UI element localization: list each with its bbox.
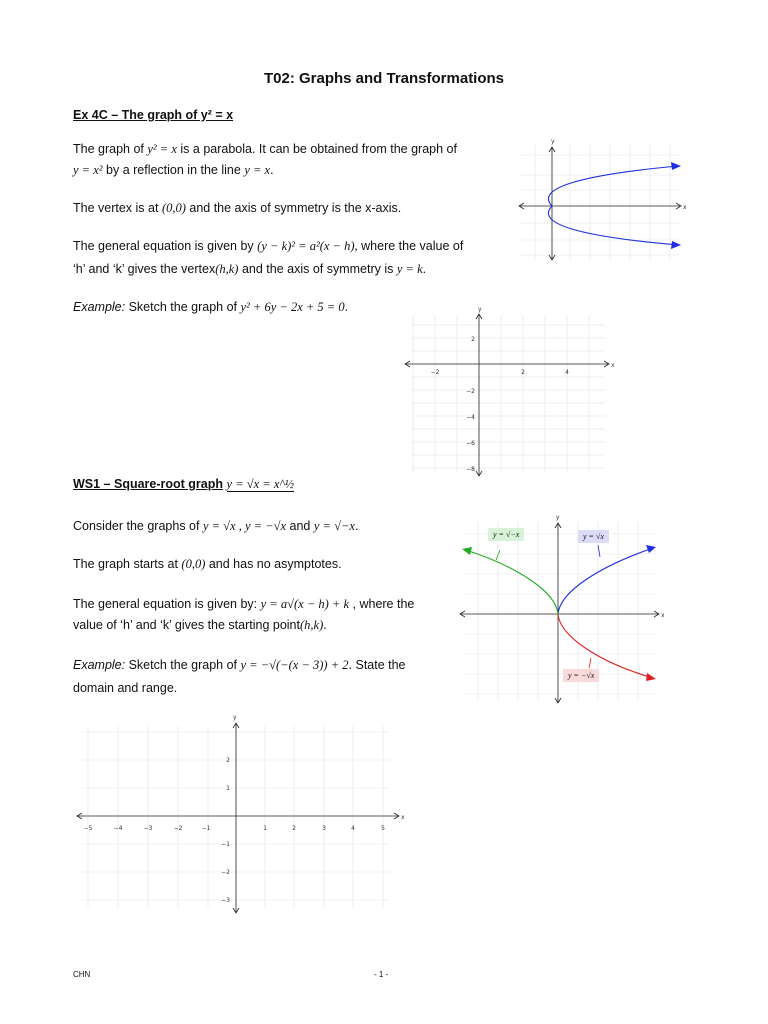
ex4c-paragraph-2 xyxy=(73,200,401,216)
label-sqrt-x: y = √x xyxy=(578,530,609,543)
text: value of ‘h’ and ‘k’ gives the starting point xyxy=(73,618,300,632)
tick-label: −2 xyxy=(221,869,230,876)
equation: y = a√(x − h) + k xyxy=(260,597,350,611)
tick-label: 1 xyxy=(263,825,267,832)
equation: (h,k) xyxy=(299,618,324,632)
arrowhead xyxy=(671,162,681,170)
axis-label-x: x xyxy=(401,814,405,821)
ex4c-paragraph-1-line-1 xyxy=(73,141,457,157)
text: by a reflection in the line xyxy=(106,163,241,177)
grid xyxy=(463,522,656,700)
heading-equation: y = √x = x^½ xyxy=(226,477,295,491)
tick-label: 2 xyxy=(292,825,296,832)
axis-label-y: y xyxy=(478,306,482,313)
equation: y = √x , y = −√x xyxy=(202,519,287,533)
ex4c-example: Example: Sketch the graph of y² + 6y − 2x + 5 = 0. xyxy=(73,300,349,314)
tick-label: −6 xyxy=(466,440,475,447)
tick-label: −4 xyxy=(466,414,475,421)
tick-label: −8 xyxy=(466,466,475,473)
equation: y = k xyxy=(396,262,423,276)
heading-text: WS1 – Square-root graph xyxy=(73,477,224,491)
equation: (h,k) xyxy=(215,262,239,276)
y-tick-labels xyxy=(221,757,230,904)
text: . State the xyxy=(348,658,406,672)
tick-label: 1 xyxy=(226,785,230,792)
tick-label: −1 xyxy=(201,825,211,832)
equation: y² = x xyxy=(147,142,177,156)
sqrt-neg-x-curve xyxy=(466,550,558,614)
equation: (y − k)² = a²(x − h), xyxy=(257,239,358,253)
text: The vertex is at xyxy=(73,201,159,215)
label-sqrt-neg-x: y = √−x xyxy=(488,528,524,541)
arrowhead xyxy=(646,545,656,553)
label-pointer xyxy=(589,658,591,668)
ex4c-paragraph-3-line-1 xyxy=(73,238,463,254)
text: Consider the graphs of xyxy=(73,519,200,533)
arrowhead xyxy=(671,241,681,249)
equation: y = −√(−(x − 3)) + 2 xyxy=(240,658,349,672)
text: The general equation is given by: xyxy=(73,597,258,611)
text: and xyxy=(289,519,311,533)
equation: (0,0) xyxy=(181,557,206,571)
text: Sketch the graph of xyxy=(128,658,237,672)
tick-label: −2 xyxy=(466,388,475,395)
example-label: Example: xyxy=(73,658,126,672)
label-neg-sqrt-x: y = −√x xyxy=(563,669,599,682)
section-heading-ws1 xyxy=(73,476,294,492)
tick-label: 3 xyxy=(322,825,326,832)
equation: y = √−x xyxy=(313,519,355,533)
tick-label: −2 xyxy=(430,369,440,376)
text: and the axis of symmetry is the x-axis. xyxy=(189,201,402,215)
text: and the axis of symmetry is xyxy=(241,262,394,276)
text: where the value of xyxy=(361,239,464,253)
axis-label-x: x xyxy=(683,204,687,211)
tick-label: −1 xyxy=(221,841,230,848)
parabola-graph xyxy=(515,135,690,265)
example-grid-graph-1 xyxy=(400,305,615,480)
ws1-paragraph-1: Consider the graphs of y = √x , y = −√x and y = √−x. xyxy=(73,519,359,533)
tick-label: −4 xyxy=(113,825,123,832)
axis-label-x: x xyxy=(661,612,665,619)
ws1-example-line-1 xyxy=(73,657,406,673)
text: Sketch the graph of xyxy=(128,300,237,314)
parabola-curve xyxy=(548,166,678,245)
ws1-paragraph-2 xyxy=(73,556,342,572)
grid xyxy=(412,315,605,473)
example-grid-graph-2 xyxy=(72,712,412,920)
tick-label: 2 xyxy=(471,336,475,343)
tick-label: 4 xyxy=(565,369,569,376)
text: The graph of xyxy=(73,142,144,156)
text: and has no asymptotes. xyxy=(208,557,342,571)
x-tick-labels xyxy=(84,825,386,832)
equation: y² + 6y − 2x + 5 = 0 xyxy=(240,300,345,314)
ws1-paragraph-3-line-1 xyxy=(73,596,414,612)
text: ‘h’ and ‘k’ gives the vertex xyxy=(73,262,216,276)
tick-label: 2 xyxy=(521,369,525,376)
equation: y = x² xyxy=(73,163,103,177)
axis-label-y: y xyxy=(551,138,555,145)
footer-author: CHN xyxy=(73,970,91,979)
ex4c-paragraph-3-line-2: ‘h’ and ‘k’ gives the vertex(h,k) and the axis of symmetry is y = k. xyxy=(73,262,427,276)
axes xyxy=(77,723,399,913)
text: The general equation is given by xyxy=(73,239,254,253)
equation: (0,0) xyxy=(161,201,186,215)
y-tick-labels xyxy=(466,336,475,473)
tick-label: −5 xyxy=(83,825,93,832)
ex4c-paragraph-1-line-2: y = x² by a reflection in the line y = x. xyxy=(73,163,274,177)
sqrt-x-curve xyxy=(558,548,653,614)
tick-label: −3 xyxy=(221,897,230,904)
axis-label-x: x xyxy=(611,362,615,369)
axis-label-y: y xyxy=(233,714,237,721)
tick-label: −3 xyxy=(143,825,153,832)
ws1-example-line-2: domain and range. xyxy=(73,681,178,695)
axis-label-y: y xyxy=(556,514,560,521)
text: The graph starts at xyxy=(73,557,178,571)
x-tick-labels xyxy=(431,369,570,376)
tick-label: −2 xyxy=(173,825,183,832)
page-title: T02: Graphs and Transformations xyxy=(263,70,505,87)
equation: y = x xyxy=(244,163,271,177)
footer-page-number: - 1 - xyxy=(374,970,389,979)
tick-label: 4 xyxy=(351,825,355,832)
tick-label: 2 xyxy=(226,757,230,764)
tick-label: 5 xyxy=(381,825,385,832)
ws1-paragraph-3-line-2: value of ‘h’ and ‘k’ gives the starting point(h,k). xyxy=(73,618,327,632)
example-label: Example: xyxy=(73,300,126,314)
section-heading-ex4c: Ex 4C – The graph of y² = x xyxy=(73,108,234,122)
text: is a parabola. It can be obtained from the graph of xyxy=(180,142,457,156)
axes xyxy=(460,523,659,703)
text: , where the xyxy=(352,597,415,611)
